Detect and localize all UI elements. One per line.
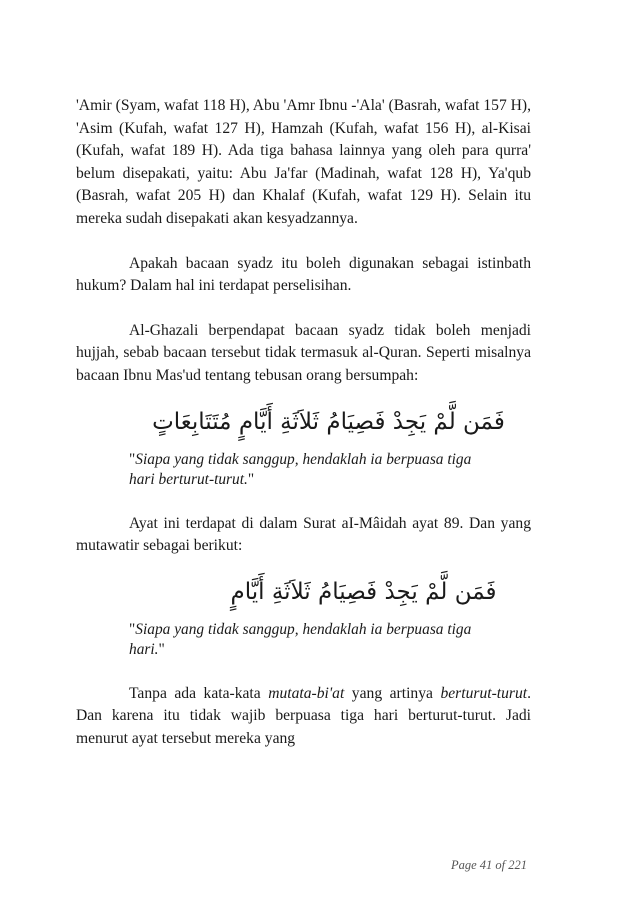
page-body: [76, 95, 531, 751]
arabic-verse-mutawatir: فَمَن لَّمْ يَجِدْ فَصِيَامُ ثَلاَثَةِ أَيَّامٍ: [230, 578, 497, 605]
spacer: [76, 231, 531, 253]
translation-text: Siapa yang tidak sanggup, hendaklah ia berpuasa tiga hari.: [129, 620, 472, 659]
paragraph-tanpa-ada: [76, 683, 531, 751]
text-run: yang artinya: [344, 684, 441, 702]
emphasis-berturut: berturut-turut: [440, 684, 528, 702]
quote-close: ": [158, 641, 165, 659]
emphasis-mutatabiat: mutata-bi'at: [268, 684, 345, 702]
translation-text: Siapa yang tidak sanggup, hendaklah ia berpuasa tiga hari berturut-turut.: [129, 450, 472, 489]
quote-close: ": [247, 471, 255, 489]
spacer: [76, 491, 531, 513]
text-run: Tanpa ada kata-kata: [129, 684, 269, 702]
quote-open: ": [129, 620, 136, 638]
spacer: [76, 661, 531, 683]
text-run: . Dan karena itu tidak wajib berpuasa tiga hari berturut-turut. Jadi menurut ayat tersebut mereka yang: [76, 684, 531, 747]
page-number: Page 41 of 221: [451, 858, 528, 872]
arabic-verse-syadz: فَمَن لَّمْ يَجِدْ فَصِيَامُ ثَلاَثَةِ أَيَّامٍ مُتَتَابِعَاتٍ: [152, 408, 505, 435]
paragraph-qurra-list: 'Amir (Syam, wafat 118 H), Abu 'Amr Ibnu -'Ala' (Basrah, wafat 157 H), 'Asim (Kufah, wafat 127 H), Hamzah (Kufah, wafat 156 H), al-Kisai (Kufah, wafat 189 H). Ada tiga bahasa lainnya yang oleh para qurra' belum disepakati, yaitu: Abu Ja'far (Madinah, wafat 128 H), Ya'qub (Basrah, wafat 205 H) dan Khalaf (Kufah, wafat 129 H). Selain itu mereka sudah disepakati akan kesyadzannya.: [76, 97, 531, 227]
paragraph-syadz-question: Apakah bacaan syadz itu boleh digunakan sebagai istinbath hukum? Dalam hal ini terdapat perselisihan.: [76, 254, 531, 295]
paragraph-surat-maidah: Ayat ini terdapat di dalam Surat aI-Mâidah ayat 89. Dan yang mutawatir sebagai berikut:: [76, 514, 531, 555]
spacer: [76, 298, 531, 320]
translation-syadz: [129, 450, 489, 491]
translation-mutawatir: [129, 620, 489, 661]
paragraph-al-ghazali: Al-Ghazali berpendapat bacaan syadz tidak boleh menjadi hujjah, sebab bacaan tersebut tidak termasuk al-Quran. Seperti misalnya bacaan Ibnu Mas'ud tentang tebusan orang bersumpah:: [76, 321, 531, 384]
quote-open: ": [129, 450, 136, 468]
